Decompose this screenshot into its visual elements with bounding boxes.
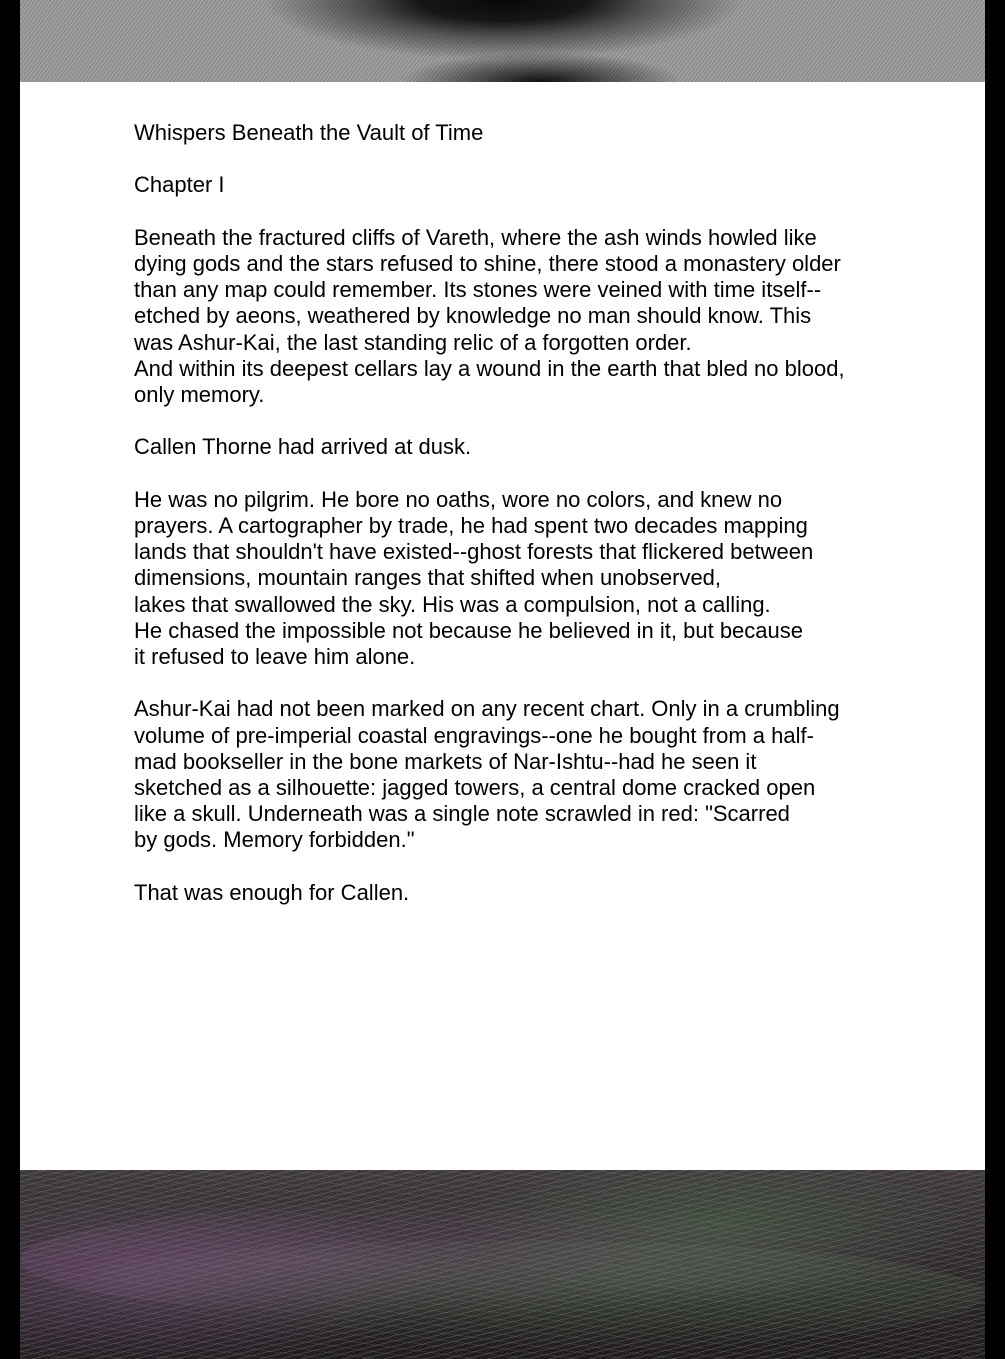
chapter-heading: Chapter I xyxy=(134,172,225,198)
paragraph: He was no pilgrim. He bore no oaths, wore no colors, and knew no prayers. A cartographer by trade, he had spent two decades mapping lands that shouldn't have existed--ghost forests that flickered between dimensions, mountain ranges that shifted when unobserved, lakes that swallowed the sky. His was a compulsion, not a calling. He chased the impossible not because he believed in it, but because it refused to leave him alone. xyxy=(134,486,814,669)
document-title: Whispers Beneath the Vault of Time xyxy=(134,120,484,145)
aurora-wave xyxy=(20,1240,985,1350)
right-frame-edge xyxy=(985,0,1005,1359)
paragraph: Callen Thorne had arrived at dusk. xyxy=(134,434,472,460)
document-text xyxy=(134,120,894,932)
paragraph: That was enough for Callen. xyxy=(134,879,410,905)
paragraph: Beneath the fractured cliffs of Vareth, where the ash winds howled like dying gods and the stars refused to shine, there stood a monastery older than any map could remember. Its stones were veined with time itself-- etched by aeons, weathered by knowledge no man should know. This was Ashur-Kai, the last standing relic of a forgotten order. And within its deepest cellars lay a wound in the earth that bled no blood, only memory. xyxy=(134,224,845,407)
left-frame-edge xyxy=(0,0,20,1359)
bottom-illustration-strip xyxy=(20,1170,985,1359)
document-page xyxy=(20,82,985,1170)
paragraph: Ashur-Kai had not been marked on any recent chart. Only in a crumbling volume of pre-imperial coastal engravings--one he bought from a half- mad bookseller in the bone markets of Nar-Ishtu--had he seen it sketched as a silhouette: jagged towers, a central dome cracked open like a skull. Underneath was a single note scrawled in red: "Scarred by gods. Memory forbidden." xyxy=(134,696,840,853)
top-illustration-strip xyxy=(20,0,985,82)
